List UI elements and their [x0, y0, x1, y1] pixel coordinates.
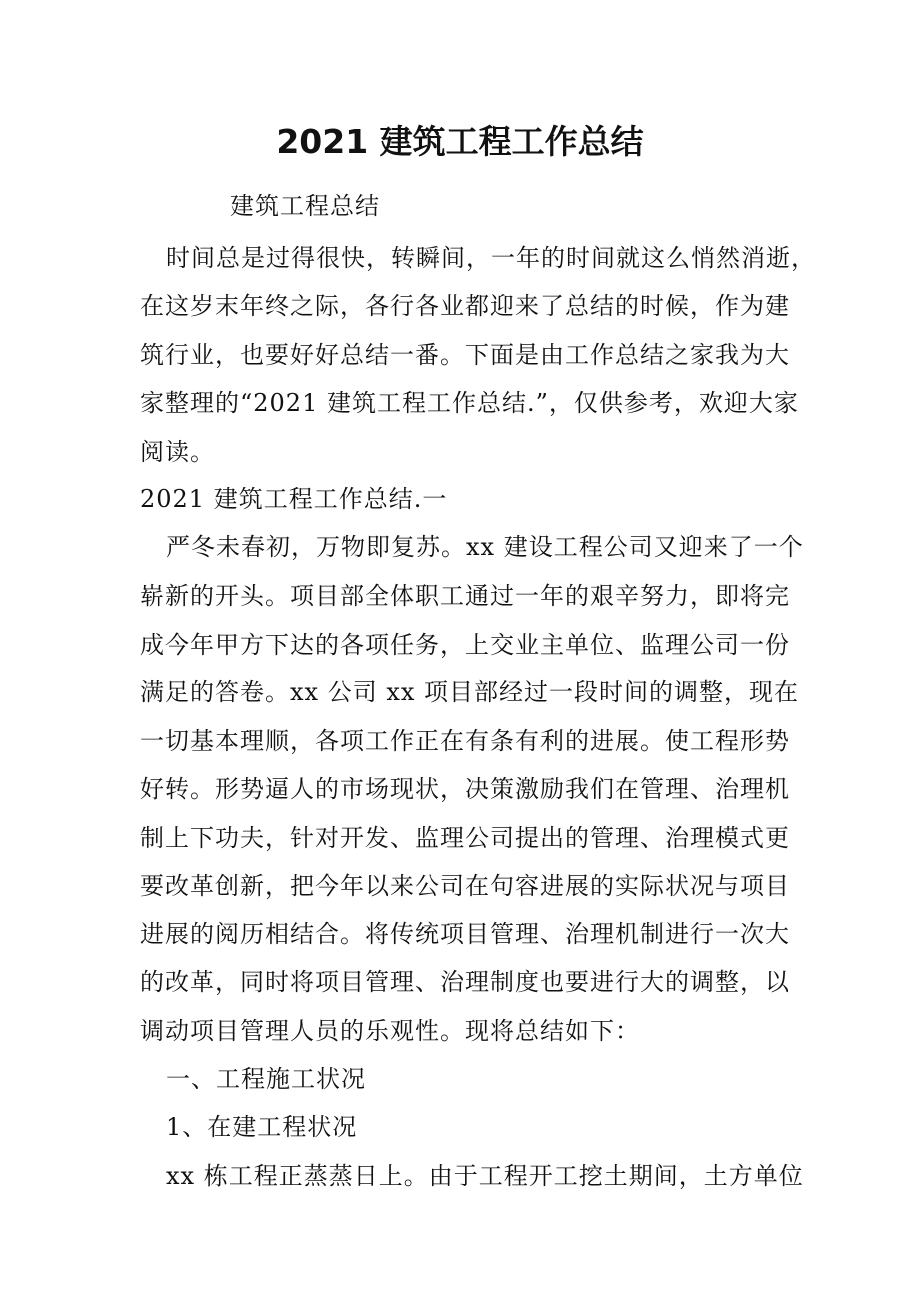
- body-line: 阅读。: [140, 438, 215, 466]
- body-line: 要改革创新，把今年以来公司在句容进展的实际状况与项目: [140, 872, 790, 900]
- body-line: 筑行业，也要好好总结一番。下面是由工作总结之家我为大: [140, 341, 790, 369]
- body-line: 一切基本理顺，各项工作正在有条有利的进展。使工程形势: [140, 727, 790, 755]
- body-line: 调动项目管理人员的乐观性。现将总结如下：: [140, 1017, 640, 1045]
- body-line: 进展的阅历相结合。将传统项目管理、治理机制进行一次大: [140, 920, 790, 948]
- document-title: 2021 建筑工程工作总结: [276, 122, 644, 161]
- body-line: 崭新的开头。项目部全体职工通过一年的艰辛努力，即将完: [140, 582, 790, 610]
- body-line: xx 栋工程正蒸蒸日上。由于工程开工挖土期间，土方单位: [166, 1162, 804, 1190]
- section-heading: 2021 建筑工程工作总结.一: [140, 485, 448, 513]
- body-line: 时间总是过得很快，转瞬间，一年的时间就这么悄然消逝，: [166, 244, 816, 272]
- section-heading: 一、工程施工状况: [166, 1065, 366, 1093]
- body-line: 成今年甲方下达的各项任务，上交业主单位、监理公司一份: [140, 631, 790, 659]
- body-line: 好转。形势逼人的市场现状，决策激励我们在管理、治理机: [140, 775, 790, 803]
- subsection-heading: 1、在建工程状况: [166, 1113, 358, 1141]
- subtitle-line: 建筑工程总结: [230, 192, 380, 220]
- body-line: 满足的答卷。xx 公司 xx 项目部经过一段时间的调整，现在: [140, 678, 800, 706]
- body-line: 严冬未春初，万物即复苏。xx 建设工程公司又迎来了一个: [166, 533, 804, 561]
- body-line: 的改革，同时将项目管理、治理制度也要进行大的调整，以: [140, 968, 790, 996]
- body-line: 在这岁末年终之际，各行各业都迎来了总结的时候，作为建: [140, 292, 790, 320]
- body-line: 制上下功夫，针对开发、监理公司提出的管理、治理模式更: [140, 824, 790, 852]
- body-line: 家整理的“2021 建筑工程工作总结.”，仅供参考，欢迎大家: [140, 389, 799, 417]
